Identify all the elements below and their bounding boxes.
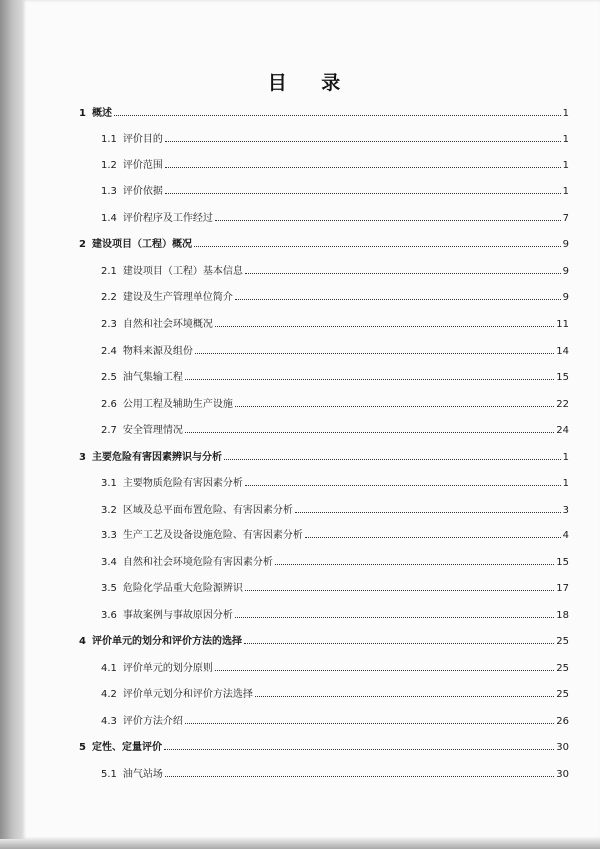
toc-entry-title: 评价单元划分和评价方法选择 xyxy=(122,689,253,700)
toc-entry-number: 4.3 xyxy=(101,716,117,727)
table-of-contents xyxy=(22,0,600,839)
toc-entry[interactable] xyxy=(101,341,569,357)
toc-entry[interactable] xyxy=(101,605,569,621)
toc-entry-title: 主要物质危险有害因素分析 xyxy=(122,478,243,489)
toc-entry-number: 1.2 xyxy=(101,160,117,171)
toc-entry-page-number: 26 xyxy=(556,716,569,727)
toc-entry[interactable] xyxy=(101,420,569,436)
toc-entry[interactable] xyxy=(101,711,569,727)
toc-entry[interactable] xyxy=(101,261,569,277)
toc-entry-page-number: 25 xyxy=(556,689,569,700)
toc-entry-page-number: 1 xyxy=(562,134,569,145)
toc-dot-leader xyxy=(255,695,554,697)
toc-dot-leader xyxy=(165,775,554,777)
toc-entry-title: 油气站场 xyxy=(122,769,163,780)
toc-entry-number: 1.1 xyxy=(101,134,117,145)
toc-entry-title: 评价单元的划分原则 xyxy=(122,663,213,674)
toc-entry-number: 3.6 xyxy=(101,610,117,621)
toc-dot-leader xyxy=(244,642,554,644)
toc-entry-number: 3.5 xyxy=(101,583,117,594)
toc-entry-title: 评价目的 xyxy=(122,134,163,145)
toc-entry[interactable] xyxy=(101,684,569,700)
toc-entry[interactable] xyxy=(101,129,569,145)
toc-entry-page-number: 11 xyxy=(556,319,569,330)
toc-entry[interactable] xyxy=(101,578,569,594)
toc-entry-page-number: 30 xyxy=(556,742,569,753)
toc-dot-leader xyxy=(165,140,561,142)
toc-dot-leader xyxy=(195,352,554,354)
toc-entry-title: 自然和社会环境概况 xyxy=(122,319,213,330)
toc-entry[interactable] xyxy=(101,155,569,171)
toc-dot-leader xyxy=(224,458,561,460)
toc-dot-leader xyxy=(215,325,554,327)
toc-entry[interactable] xyxy=(101,525,569,541)
toc-entry-page-number: 30 xyxy=(556,769,569,780)
toc-entry-title: 事故案例与事故原因分析 xyxy=(122,610,233,621)
toc-entry-title: 生产工艺及设备设施危险、有害因素分析 xyxy=(122,530,303,541)
toc-entry-page-number: 3 xyxy=(562,505,569,516)
toc-entry[interactable] xyxy=(79,631,569,647)
toc-entry[interactable] xyxy=(101,500,569,516)
toc-entry-title: 公用工程及辅助生产设施 xyxy=(122,399,233,410)
toc-entry-page-number: 14 xyxy=(556,346,569,357)
toc-dot-leader xyxy=(165,166,561,168)
toc-entry-title: 安全管理情况 xyxy=(122,425,183,436)
toc-entry-number: 2.3 xyxy=(101,319,117,330)
toc-dot-leader xyxy=(245,484,561,486)
toc-entry[interactable] xyxy=(101,552,569,568)
toc-entry-page-number: 1 xyxy=(562,186,569,197)
toc-entry-page-number: 17 xyxy=(556,583,569,594)
toc-dot-leader xyxy=(194,245,561,247)
toc-dot-leader xyxy=(165,192,561,194)
toc-entry-number: 4.1 xyxy=(101,663,117,674)
toc-entry[interactable] xyxy=(101,314,569,330)
toc-dot-leader xyxy=(275,563,554,565)
toc-entry-title: 评价依据 xyxy=(122,186,163,197)
toc-dot-leader xyxy=(235,405,554,407)
toc-entry-title: 评价范围 xyxy=(122,160,163,171)
toc-dot-leader xyxy=(245,589,554,591)
toc-entry[interactable] xyxy=(79,737,569,753)
toc-entry-number: 2 xyxy=(79,239,86,250)
toc-dot-leader xyxy=(235,298,561,300)
toc-entry-page-number: 18 xyxy=(556,610,569,621)
toc-dot-leader xyxy=(215,669,554,671)
toc-entry-number: 1.3 xyxy=(101,186,117,197)
toc-entry-number: 4 xyxy=(79,636,86,647)
toc-dot-leader xyxy=(295,511,561,513)
toc-entry-number: 3 xyxy=(79,452,86,463)
toc-entry-number: 3.1 xyxy=(101,478,117,489)
toc-entry-title: 区域及总平面布置危险、有害因素分析 xyxy=(122,505,293,516)
toc-entry-page-number: 25 xyxy=(556,663,569,674)
scan-bottom-edge xyxy=(0,839,600,849)
toc-entry-title: 油气集输工程 xyxy=(122,372,183,383)
toc-dot-leader xyxy=(305,536,561,538)
document-page xyxy=(22,0,600,839)
toc-entry[interactable] xyxy=(101,473,569,489)
toc-entry[interactable] xyxy=(101,367,569,383)
toc-entry-number: 1.4 xyxy=(101,213,117,224)
toc-entry-page-number: 1 xyxy=(562,452,569,463)
toc-entry-page-number: 24 xyxy=(556,425,569,436)
toc-entry-number: 2.5 xyxy=(101,372,117,383)
toc-dot-leader xyxy=(185,722,554,724)
toc-entry[interactable] xyxy=(79,447,569,463)
toc-entry-page-number: 9 xyxy=(562,266,569,277)
toc-dot-leader xyxy=(215,219,561,221)
toc-entry-title: 物料来源及组份 xyxy=(122,346,193,357)
toc-entry-title: 主要危险有害因素辨识与分析 xyxy=(91,452,222,463)
toc-entry-number: 4.2 xyxy=(101,689,117,700)
toc-entry-number: 2.2 xyxy=(101,292,117,303)
toc-dot-leader xyxy=(164,748,554,750)
scan-binding-shadow xyxy=(0,0,22,849)
toc-entry[interactable] xyxy=(101,764,569,780)
toc-entry[interactable] xyxy=(101,658,569,674)
toc-entry-number: 5 xyxy=(79,742,86,753)
toc-entry-number: 1 xyxy=(79,108,86,119)
toc-entry-page-number: 22 xyxy=(556,399,569,410)
toc-entry-title: 定性、定量评价 xyxy=(91,742,162,753)
toc-dot-leader xyxy=(114,114,561,116)
toc-dot-leader xyxy=(235,616,554,618)
toc-entry[interactable] xyxy=(79,103,569,119)
toc-dot-leader xyxy=(245,272,561,274)
toc-entry-number: 2.4 xyxy=(101,346,117,357)
toc-entry-page-number: 4 xyxy=(562,530,569,541)
page-title: 目 录 xyxy=(267,72,355,94)
toc-entry[interactable] xyxy=(101,394,569,410)
toc-entry-title: 评价方法介绍 xyxy=(122,716,183,727)
toc-entry-number: 2.7 xyxy=(101,425,117,436)
toc-entry[interactable] xyxy=(101,287,569,303)
toc-entry-page-number: 15 xyxy=(556,557,569,568)
toc-entry-page-number: 15 xyxy=(556,372,569,383)
toc-entry-number: 5.1 xyxy=(101,769,117,780)
toc-entry-title: 评价程序及工作经过 xyxy=(122,213,213,224)
toc-entry-page-number: 9 xyxy=(562,239,569,250)
toc-entry-title: 自然和社会环境危险有害因素分析 xyxy=(122,557,273,568)
toc-entry[interactable] xyxy=(101,181,569,197)
toc-entry[interactable] xyxy=(79,234,569,250)
toc-entry-page-number: 25 xyxy=(556,636,569,647)
toc-entry-page-number: 1 xyxy=(562,160,569,171)
toc-entry-title: 评价单元的划分和评价方法的选择 xyxy=(91,636,242,647)
toc-entry-number: 2.6 xyxy=(101,399,117,410)
toc-dot-leader xyxy=(185,431,554,433)
toc-entry-number: 2.1 xyxy=(101,266,117,277)
toc-entry-number: 3.3 xyxy=(101,530,117,541)
toc-entry-number: 3.4 xyxy=(101,557,117,568)
toc-entry-number: 3.2 xyxy=(101,505,117,516)
toc-entry-title: 建设及生产管理单位简介 xyxy=(122,292,233,303)
toc-entry-title: 建设项目（工程）概况 xyxy=(91,239,192,250)
toc-dot-leader xyxy=(185,378,554,380)
toc-entry-title: 建设项目（工程）基本信息 xyxy=(122,266,243,277)
toc-entry-page-number: 9 xyxy=(562,292,569,303)
toc-entry-title: 概述 xyxy=(91,108,112,119)
toc-entry-title: 危险化学品重大危险源辨识 xyxy=(122,583,243,594)
toc-entry-page-number: 1 xyxy=(562,108,569,119)
toc-entry[interactable] xyxy=(101,208,569,224)
toc-entry-page-number: 1 xyxy=(562,478,569,489)
toc-entry-page-number: 7 xyxy=(562,213,569,224)
